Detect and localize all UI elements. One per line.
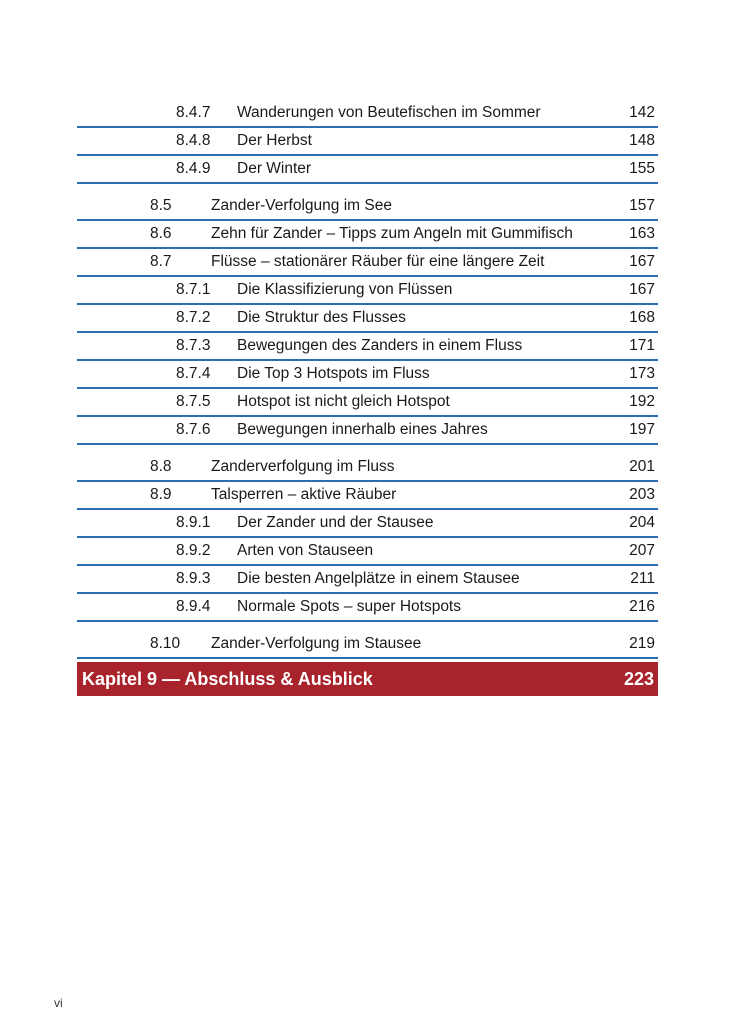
toc-page: 155 [629,160,655,177]
toc-entry-8-4-8[interactable] [77,128,658,156]
toc-title: Der Zander und der Stausee [237,514,434,531]
toc-page: 148 [629,132,655,149]
toc-page: 163 [629,225,655,242]
toc-title: Der Herbst [237,132,312,149]
toc-title: Zander-Verfolgung im Stausee [211,635,422,652]
toc-entry-8-6[interactable] [77,221,658,249]
toc-number: 8.6 [150,225,172,242]
toc-title: Der Winter [237,160,312,177]
toc-title: Die Top 3 Hotspots im Fluss [237,365,430,382]
toc-title: Flüsse – stationärer Räuber für eine längere Zeit [211,253,545,270]
toc-number: 8.7.3 [176,337,211,354]
toc-number: 8.4.8 [176,132,211,149]
toc-number: 8.4.7 [176,104,211,121]
toc-number: 8.8 [150,458,172,475]
chapter-page: 223 [623,669,654,689]
toc-number: 8.5 [150,197,172,214]
toc-number: 8.7.2 [176,309,211,326]
toc-entry-8-9-4[interactable] [77,594,658,622]
toc-page: 157 [629,197,655,214]
toc-title: Zander-Verfolgung im See [211,197,392,214]
toc-entry-8-7-4[interactable] [77,361,658,389]
toc-title: Die besten Angelplätze in einem Stausee [237,570,520,587]
toc-page: 168 [629,309,655,326]
toc-page: 219 [629,635,655,652]
chapter-9-banner[interactable] [77,662,658,696]
toc-page: 167 [629,253,655,270]
toc-entry-8-9-3[interactable] [77,566,658,594]
toc-page: 207 [629,542,655,559]
toc-page: 203 [629,486,655,503]
toc-title: Talsperren – aktive Räuber [211,486,397,503]
toc-title: Arten von Stauseen [237,542,374,559]
toc-title: Zanderverfolgung im Fluss [211,458,395,475]
toc-entry-8-7-2[interactable] [77,305,658,333]
toc-number: 8.7.4 [176,365,211,382]
toc-number: 8.7.6 [176,421,211,438]
toc-title: Bewegungen innerhalb eines Jahres [237,421,488,438]
toc-number: 8.7 [150,253,172,270]
toc-title: Die Struktur des Flusses [237,309,406,326]
toc-entry-8-9[interactable] [77,482,658,510]
page-folio: vi [54,996,63,1010]
toc-entry-8-9-1[interactable] [77,510,658,538]
toc-number: 8.9.3 [176,570,211,587]
toc-page: 171 [629,337,655,354]
toc-page: 211 [630,570,655,587]
toc-number: 8.9.2 [176,542,211,559]
toc-entry-8-7[interactable] [77,249,658,277]
toc-page: 142 [629,104,655,121]
toc-entry-8-4-7[interactable] [77,100,658,128]
toc-number: 8.7.1 [176,281,211,298]
toc-page: 204 [629,514,655,531]
toc-number: 8.4.9 [176,160,211,177]
toc-entry-8-7-1[interactable] [77,277,658,305]
toc-entry-8-7-5[interactable] [77,389,658,417]
toc-entry-8-10[interactable] [77,631,658,659]
toc-number: 8.7.5 [176,393,211,410]
toc-number: 8.9 [150,486,172,503]
chapter-title: Kapitel 9 — Abschluss & Ausblick [82,669,373,689]
toc-entry-8-7-3[interactable] [77,333,658,361]
toc-title: Bewegungen des Zanders in einem Fluss [237,337,523,354]
toc-entry-8-5[interactable] [77,193,658,221]
toc-page: 201 [629,458,655,475]
toc-title: Wanderungen von Beutefischen im Sommer [237,104,541,121]
toc-entry-8-9-2[interactable] [77,538,658,566]
toc-title: Normale Spots – super Hotspots [237,598,461,615]
toc-number: 8.9.1 [176,514,211,531]
toc-number: 8.10 [150,635,181,652]
toc-title: Die Klassifizierung von Flüssen [237,281,453,298]
toc-page: 173 [629,365,655,382]
toc-entry-8-7-6[interactable] [77,417,658,445]
toc-title: Zehn für Zander – Tipps zum Angeln mit Gummifisch [211,225,573,242]
table-of-contents [77,100,658,696]
toc-page: 192 [629,393,655,410]
toc-page: 216 [629,598,655,615]
toc-title: Hotspot ist nicht gleich Hotspot [237,393,450,410]
toc-page: 197 [629,421,655,438]
toc-entry-8-8[interactable] [77,454,658,482]
toc-number: 8.9.4 [176,598,211,615]
toc-entry-8-4-9[interactable] [77,156,658,184]
toc-page: 167 [629,281,655,298]
